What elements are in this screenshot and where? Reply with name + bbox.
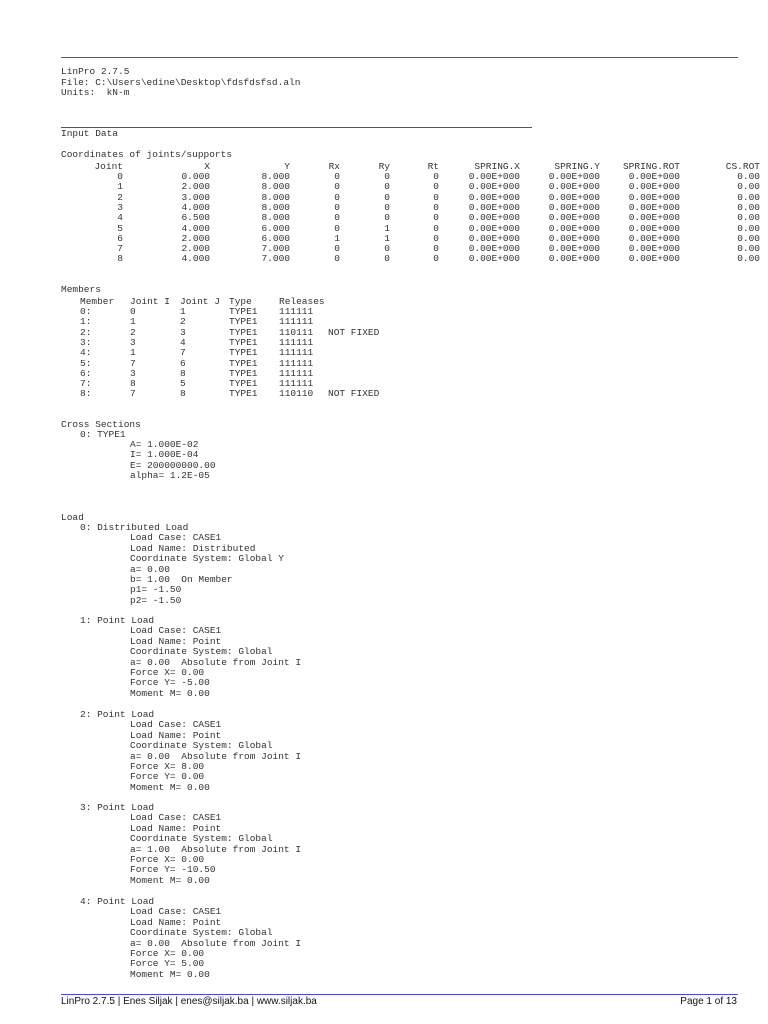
load-item-detail: a= 0.00 Absolute from Joint I (130, 656, 302, 668)
joints-cell: 0 (334, 243, 340, 255)
joints-cell: 1 (334, 232, 340, 244)
joints-cell: 0.00E+000 (468, 181, 520, 193)
load-item-detail: Load Case: CASE1 (130, 906, 222, 918)
joints-cell: 0.00E+000 (548, 222, 600, 234)
load-item-detail: Moment M= 0.00 (130, 687, 210, 699)
members-cell: NOT FIXED (328, 326, 380, 338)
joints-cell: 2.000 (181, 181, 210, 193)
joints-cell: 0.00E+000 (628, 171, 680, 182)
joints-cell: 0.00 (737, 253, 760, 265)
joints-cell: 0.00E+000 (468, 212, 520, 224)
joints-cell: 0.00 (737, 181, 760, 193)
joints-cell: 1 (384, 222, 390, 234)
load-item-detail: Moment M= 0.00 (130, 781, 210, 793)
members-column-header: Joint I (130, 296, 170, 307)
joints-cell: 0.00E+000 (548, 243, 600, 255)
load-item-name: 1: Point Load (80, 615, 155, 626)
header-rule (61, 57, 738, 58)
joints-cell: 0.00E+000 (628, 222, 680, 234)
load-item-detail: Load Name: Point (130, 916, 222, 928)
footer-rule (61, 994, 738, 995)
joints-cell: 8.000 (261, 181, 290, 193)
load-item-detail: Force Y= -10.50 (130, 864, 216, 876)
members-cell: TYPE1 (229, 326, 258, 338)
joints-cell: 3 (117, 201, 123, 213)
cross-section-property: E= 200000000.00 (130, 459, 216, 471)
joints-cell: 0.00E+000 (468, 232, 520, 244)
load-item-detail: Moment M= 0.00 (130, 874, 210, 886)
load-title: Load (61, 512, 84, 523)
joints-column-header: SPRING.X (474, 161, 520, 172)
load-item-detail: Load Case: CASE1 (130, 812, 222, 824)
joints-cell: 4 (117, 212, 123, 224)
load-item-detail: Coordinate System: Global (130, 927, 273, 939)
members-cell: TYPE1 (229, 357, 258, 369)
members-cell: 1 (180, 306, 186, 317)
members-cell: NOT FIXED (328, 388, 380, 400)
load-item-detail: Coordinate System: Global (130, 833, 273, 845)
cross-section-name: 0: TYPE1 (80, 429, 126, 440)
joints-cell: 0.00E+000 (548, 253, 600, 265)
joints-cell: 0 (334, 212, 340, 224)
joints-cell: 0 (433, 243, 439, 255)
joints-cell: 7 (117, 243, 123, 255)
members-cell: 111111 (279, 378, 314, 390)
load-item-detail: a= 0.00 Absolute from Joint I (130, 750, 302, 762)
program-version: LinPro 2.7.5 (61, 66, 130, 77)
members-cell: TYPE1 (229, 367, 258, 379)
members-cell: 1 (130, 347, 136, 359)
members-cell: 2 (130, 326, 136, 338)
joints-cell: 0.00E+000 (468, 222, 520, 234)
members-cell: 7 (130, 388, 136, 400)
load-item-detail: a= 0.00 (130, 563, 170, 575)
members-column-header: Releases (279, 296, 325, 307)
joints-cell: 0.00 (737, 201, 760, 213)
joints-column-header: Joint (94, 161, 123, 172)
joints-column-header: CS.ROT (725, 161, 760, 172)
joints-cell: 0 (433, 253, 439, 265)
joints-cell: 2.000 (181, 243, 210, 255)
joints-cell: 0.00E+000 (468, 201, 520, 213)
joints-cell: 6.000 (261, 222, 290, 234)
joints-cell: 0.00 (737, 171, 760, 182)
joints-cell: 0.00E+000 (468, 243, 520, 255)
joints-cell: 0.00E+000 (548, 181, 600, 193)
joints-cell: 4.000 (181, 201, 210, 213)
joints-cell: 0.00 (737, 232, 760, 244)
joints-cell: 0.00E+000 (548, 171, 600, 182)
joints-cell: 0.00E+000 (628, 181, 680, 193)
members-cell: 6: (80, 367, 92, 379)
joints-cell: 0.00E+000 (548, 201, 600, 213)
load-item-detail: Load Name: Point (130, 729, 222, 741)
load-item-detail: Force Y= 0.00 (130, 771, 205, 783)
joints-cell: 8.000 (261, 201, 290, 213)
joints-column-header: Ry (378, 161, 390, 172)
load-item-detail: Force Y= -5.00 (130, 677, 210, 689)
members-cell: 6 (180, 357, 186, 369)
joints-cell: 0 (334, 181, 340, 193)
joints-cell: 0.00E+000 (468, 171, 520, 182)
load-item-detail: Force X= 8.00 (130, 761, 205, 772)
joints-cell: 0 (433, 201, 439, 213)
cross-section-property: alpha= 1.2E-05 (130, 470, 210, 482)
joints-cell: 0.00E+000 (628, 243, 680, 255)
joints-cell: 0 (384, 181, 390, 193)
members-cell: TYPE1 (229, 378, 258, 390)
members-cell: TYPE1 (229, 388, 258, 400)
load-item-detail: Force X= 0.00 (130, 948, 205, 959)
joints-cell: 0 (117, 171, 123, 182)
joints-cell: 0 (433, 181, 439, 193)
load-item-detail: Load Case: CASE1 (130, 625, 222, 637)
members-column-header: Joint J (180, 296, 220, 307)
joints-cell: 0.000 (181, 171, 210, 182)
joints-column-header: Y (284, 161, 290, 172)
cross-section-property: A= 1.000E-02 (130, 439, 199, 450)
load-item-detail: Load Name: Point (130, 822, 222, 834)
joints-cell: 0 (433, 222, 439, 234)
members-cell: 1 (130, 316, 136, 328)
members-cell: 8 (180, 388, 186, 400)
members-cell: 5: (80, 357, 92, 369)
members-cell: 8 (180, 367, 186, 379)
joints-column-header: SPRING.ROT (622, 161, 680, 172)
joints-cell: 0 (384, 171, 390, 182)
members-cell: 2: (80, 326, 92, 338)
joints-cell: 0.00E+000 (548, 212, 600, 224)
joints-title: Coordinates of joints/supports (61, 149, 233, 160)
members-cell: 1: (80, 316, 92, 328)
load-item-detail: Force X= 0.00 (130, 667, 205, 678)
cross-section-property: I= 1.000E-04 (130, 449, 199, 461)
members-cell: 4: (80, 347, 92, 359)
joints-cell: 0 (334, 191, 340, 203)
load-item-detail: p2= -1.50 (130, 594, 182, 606)
members-cell: 8 (130, 378, 136, 390)
members-column-header: Type (229, 296, 252, 307)
members-cell: 4 (180, 336, 186, 348)
members-cell: TYPE1 (229, 316, 258, 328)
members-cell: 8: (80, 388, 92, 400)
footer-credits: LinPro 2.7.5 | Enes Siljak | enes@siljak.ba | www.siljak.ba (61, 996, 317, 1007)
joints-cell: 0 (334, 222, 340, 234)
joints-cell: 0 (433, 171, 439, 182)
joints-cell: 0.00 (737, 212, 760, 224)
joints-cell: 0 (384, 253, 390, 265)
joints-cell: 0.00E+000 (468, 253, 520, 265)
members-cell: 3 (130, 336, 136, 348)
members-cell: 0 (130, 306, 136, 317)
load-item-detail: Load Name: Point (130, 635, 222, 647)
members-cell: 3 (130, 367, 136, 379)
joints-cell: 0.00E+000 (628, 253, 680, 265)
joints-cell: 0 (384, 243, 390, 255)
joints-cell: 0 (433, 191, 439, 203)
load-item-detail: Force Y= 5.00 (130, 958, 205, 970)
members-cell: 3 (180, 326, 186, 338)
load-item-detail: Load Name: Distributed (130, 542, 256, 554)
members-cell: TYPE1 (229, 347, 258, 359)
joints-cell: 0.00E+000 (628, 191, 680, 203)
load-item-detail: Force X= 0.00 (130, 854, 205, 865)
joints-cell: 6 (117, 232, 123, 244)
joints-cell: 7.000 (261, 253, 290, 265)
members-cell: 110111 (279, 326, 314, 338)
load-item-detail: Moment M= 0.00 (130, 968, 210, 980)
members-cell: 5 (180, 378, 186, 390)
joints-cell: 0 (384, 191, 390, 203)
load-item-detail: Coordinate System: Global (130, 646, 273, 658)
joints-column-header: X (204, 161, 210, 172)
load-item-name: 0: Distributed Load (80, 522, 189, 533)
joints-column-header: Rx (328, 161, 340, 172)
members-cell: 111111 (279, 357, 314, 369)
members-cell: 7: (80, 378, 92, 390)
members-cell: TYPE1 (229, 306, 258, 317)
load-item-detail: b= 1.00 On Member (130, 574, 233, 585)
joints-cell: 8.000 (261, 191, 290, 203)
joints-cell: 2.000 (181, 232, 210, 244)
joints-cell: 0.00E+000 (628, 232, 680, 244)
load-item-detail: p1= -1.50 (130, 584, 182, 596)
joints-cell: 0.00 (737, 222, 760, 234)
joints-cell: 0 (433, 212, 439, 224)
load-item-detail: Coordinate System: Global Y (130, 553, 284, 565)
joints-cell: 0.00E+000 (468, 191, 520, 203)
members-cell: 2 (180, 316, 186, 328)
members-cell: 111111 (279, 347, 314, 359)
cross-sections-title: Cross Sections (61, 419, 141, 430)
members-cell: 7 (130, 357, 136, 369)
joints-cell: 0 (433, 232, 439, 244)
joints-cell: 3.000 (181, 191, 210, 203)
load-item-detail: a= 1.00 Absolute from Joint I (130, 843, 302, 855)
input-data-title: Input Data (61, 128, 119, 139)
joints-cell: 6.500 (181, 212, 210, 224)
joints-cell: 0.00E+000 (548, 232, 600, 244)
section-rule (61, 127, 532, 128)
joints-cell: 8 (117, 253, 123, 265)
members-cell: 111111 (279, 367, 314, 379)
members-cell: 3: (80, 336, 92, 348)
joints-cell: 1 (117, 181, 123, 193)
joints-cell: 0 (334, 171, 340, 182)
members-column-header: Member (80, 296, 115, 307)
members-title: Members (61, 284, 101, 295)
joints-cell: 8.000 (261, 171, 290, 182)
load-item-name: 3: Point Load (80, 802, 155, 813)
joints-cell: 7.000 (261, 243, 290, 255)
members-cell: 7 (180, 347, 186, 359)
members-cell: 111111 (279, 306, 314, 317)
load-item-detail: Load Case: CASE1 (130, 719, 222, 731)
joints-cell: 5 (117, 222, 123, 234)
joints-cell: 4.000 (181, 222, 210, 234)
joints-cell: 6.000 (261, 232, 290, 244)
members-cell: 111111 (279, 336, 314, 348)
members-cell: 110110 (279, 388, 314, 400)
joints-cell: 0 (334, 201, 340, 213)
joints-column-header: Rt (427, 161, 439, 172)
load-item-detail: Coordinate System: Global (130, 740, 273, 752)
joints-cell: 0.00 (737, 243, 760, 255)
members-cell: 111111 (279, 316, 314, 328)
joints-cell: 0.00E+000 (628, 201, 680, 213)
file-path: File: C:\Users\edine\Desktop\fdsfdsfsd.aln (61, 77, 301, 88)
load-item-detail: a= 0.00 Absolute from Joint I (130, 937, 302, 949)
joints-cell: 0 (384, 212, 390, 224)
members-cell: 0: (80, 306, 92, 317)
members-cell: TYPE1 (229, 336, 258, 348)
page-number: Page 1 of 13 (680, 996, 737, 1007)
joints-cell: 0.00E+000 (548, 191, 600, 203)
load-item-detail: Load Case: CASE1 (130, 532, 222, 544)
load-item-name: 4: Point Load (80, 896, 155, 907)
joints-cell: 0.00E+000 (628, 212, 680, 224)
joints-cell: 0 (334, 253, 340, 265)
joints-cell: 0 (384, 201, 390, 213)
joints-column-header: SPRING.Y (554, 161, 600, 172)
joints-cell: 0.00 (737, 191, 760, 203)
joints-cell: 2 (117, 191, 123, 203)
joints-cell: 4.000 (181, 253, 210, 265)
joints-cell: 1 (384, 232, 390, 244)
joints-cell: 8.000 (261, 212, 290, 224)
units-line: Units: kN-m (61, 87, 130, 98)
load-item-name: 2: Point Load (80, 709, 155, 720)
